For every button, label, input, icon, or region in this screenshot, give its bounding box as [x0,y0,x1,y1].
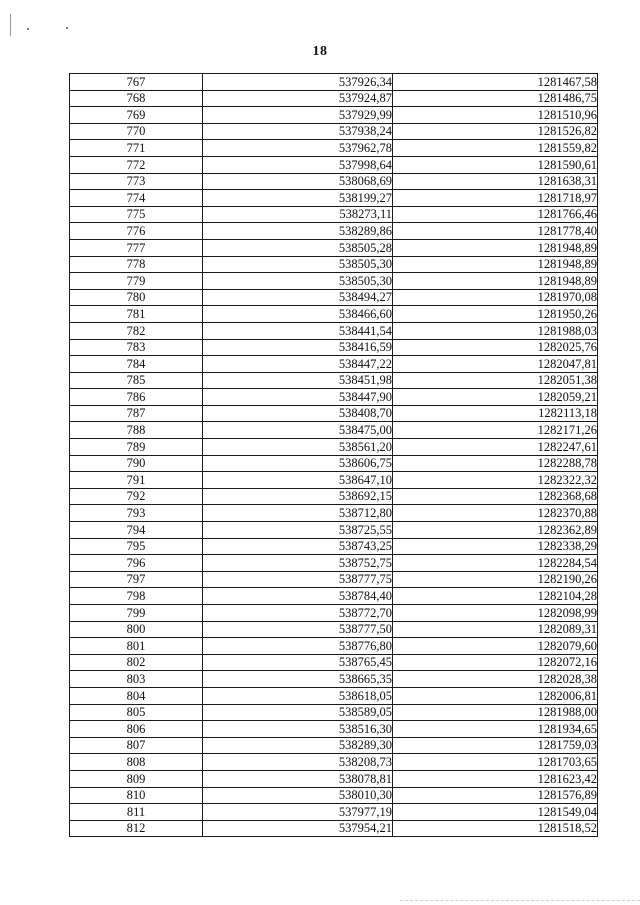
y-coordinate-cell: 1282079,60 [393,638,598,655]
y-coordinate-cell: 1282190,26 [393,571,598,588]
x-coordinate-cell: 538441,54 [203,322,393,339]
table-row [70,654,598,671]
table-row [70,505,598,522]
y-coordinate-cell: 1281576,89 [393,787,598,804]
scan-artifact-line [10,14,11,36]
x-coordinate-cell: 537954,21 [203,820,393,837]
table-row [70,538,598,555]
scan-artifact-dot [27,28,29,30]
x-coordinate-cell: 538772,70 [203,605,393,622]
point-number-cell: 799 [70,605,203,622]
point-number-cell: 789 [70,439,203,456]
point-number-cell: 786 [70,389,203,406]
table-row [70,621,598,638]
point-number-cell: 780 [70,289,203,306]
table-row [70,405,598,422]
x-coordinate-cell: 538447,22 [203,356,393,373]
table-row [70,256,598,273]
table-row [70,140,598,157]
y-coordinate-cell: 1282089,31 [393,621,598,638]
table-row [70,206,598,223]
y-coordinate-cell: 1281467,58 [393,74,598,91]
point-number-cell: 801 [70,638,203,655]
table-row [70,372,598,389]
x-coordinate-cell: 538777,50 [203,621,393,638]
point-number-cell: 769 [70,107,203,124]
y-coordinate-cell: 1281623,42 [393,770,598,787]
table-row [70,737,598,754]
table-row [70,488,598,505]
y-coordinate-cell: 1281638,31 [393,173,598,190]
table-row [70,588,598,605]
table-row [70,289,598,306]
x-coordinate-cell: 538606,75 [203,455,393,472]
x-coordinate-cell: 538776,80 [203,638,393,655]
table-row [70,239,598,256]
point-number-cell: 793 [70,505,203,522]
y-coordinate-cell: 1282006,81 [393,687,598,704]
y-coordinate-cell: 1282368,68 [393,488,598,505]
y-coordinate-cell: 1282322,32 [393,472,598,489]
scan-artifact-dot [66,27,68,29]
table-row [70,472,598,489]
table-row [70,223,598,240]
table-row [70,306,598,323]
table-row [70,571,598,588]
x-coordinate-cell: 538725,55 [203,522,393,539]
x-coordinate-cell: 537938,24 [203,123,393,140]
x-coordinate-cell: 538208,73 [203,754,393,771]
x-coordinate-cell: 537924,87 [203,90,393,107]
point-number-cell: 787 [70,405,203,422]
point-number-cell: 796 [70,555,203,572]
y-coordinate-cell: 1282284,54 [393,555,598,572]
y-coordinate-cell: 1281766,46 [393,206,598,223]
scan-artifact-dash [400,900,640,901]
y-coordinate-cell: 1282028,38 [393,671,598,688]
point-number-cell: 784 [70,356,203,373]
table-row [70,173,598,190]
y-coordinate-cell: 1281948,89 [393,256,598,273]
table-row [70,439,598,456]
y-coordinate-cell: 1282113,18 [393,405,598,422]
point-number-cell: 802 [70,654,203,671]
x-coordinate-cell: 537929,99 [203,107,393,124]
table-row [70,74,598,91]
x-coordinate-cell: 538743,25 [203,538,393,555]
page-number: 18 [312,44,328,59]
x-coordinate-cell: 538665,35 [203,671,393,688]
table-row [70,721,598,738]
point-number-cell: 798 [70,588,203,605]
x-coordinate-cell: 538505,30 [203,256,393,273]
point-number-cell: 767 [70,74,203,91]
point-number-cell: 777 [70,239,203,256]
table-row [70,190,598,207]
point-number-cell: 770 [70,123,203,140]
x-coordinate-cell: 538078,81 [203,770,393,787]
x-coordinate-cell: 538712,80 [203,505,393,522]
coordinates-table [69,73,598,837]
x-coordinate-cell: 538199,27 [203,190,393,207]
x-coordinate-cell: 538451,98 [203,372,393,389]
point-number-cell: 804 [70,687,203,704]
point-number-cell: 783 [70,339,203,356]
y-coordinate-cell: 1281486,75 [393,90,598,107]
y-coordinate-cell: 1281703,65 [393,754,598,771]
x-coordinate-cell: 538505,30 [203,273,393,290]
x-coordinate-cell: 538784,40 [203,588,393,605]
point-number-cell: 809 [70,770,203,787]
x-coordinate-cell: 538505,28 [203,239,393,256]
x-coordinate-cell: 537998,64 [203,156,393,173]
x-coordinate-cell: 537962,78 [203,140,393,157]
table-row [70,273,598,290]
table-row [70,123,598,140]
x-coordinate-cell: 538516,30 [203,721,393,738]
y-coordinate-cell: 1282047,81 [393,356,598,373]
point-number-cell: 771 [70,140,203,157]
x-coordinate-cell: 537977,19 [203,804,393,821]
table-row [70,389,598,406]
point-number-cell: 782 [70,322,203,339]
y-coordinate-cell: 1281590,61 [393,156,598,173]
y-coordinate-cell: 1281559,82 [393,140,598,157]
table-row [70,820,598,837]
y-coordinate-cell: 1282288,78 [393,455,598,472]
x-coordinate-cell: 538777,75 [203,571,393,588]
point-number-cell: 791 [70,472,203,489]
point-number-cell: 773 [70,173,203,190]
table-row [70,638,598,655]
table-row [70,339,598,356]
table-row [70,704,598,721]
x-coordinate-cell: 538010,30 [203,787,393,804]
point-number-cell: 779 [70,273,203,290]
point-number-cell: 797 [70,571,203,588]
point-number-cell: 790 [70,455,203,472]
point-number-cell: 812 [70,820,203,837]
y-coordinate-cell: 1281970,08 [393,289,598,306]
x-coordinate-cell: 538289,86 [203,223,393,240]
point-number-cell: 810 [70,787,203,804]
y-coordinate-cell: 1281510,96 [393,107,598,124]
point-number-cell: 803 [70,671,203,688]
y-coordinate-cell: 1281988,03 [393,322,598,339]
point-number-cell: 772 [70,156,203,173]
y-coordinate-cell: 1282171,26 [393,422,598,439]
coordinates-table-body [70,74,598,837]
point-number-cell: 811 [70,804,203,821]
point-number-cell: 808 [70,754,203,771]
table-row [70,555,598,572]
y-coordinate-cell: 1281948,89 [393,239,598,256]
x-coordinate-cell: 538289,30 [203,737,393,754]
y-coordinate-cell: 1281718,97 [393,190,598,207]
point-number-cell: 800 [70,621,203,638]
y-coordinate-cell: 1282370,88 [393,505,598,522]
x-coordinate-cell: 538618,05 [203,687,393,704]
point-number-cell: 805 [70,704,203,721]
point-number-cell: 781 [70,306,203,323]
y-coordinate-cell: 1282059,21 [393,389,598,406]
y-coordinate-cell: 1281518,52 [393,820,598,837]
table-row [70,687,598,704]
point-number-cell: 776 [70,223,203,240]
table-row [70,754,598,771]
point-number-cell: 795 [70,538,203,555]
x-coordinate-cell: 538494,27 [203,289,393,306]
y-coordinate-cell: 1281948,89 [393,273,598,290]
x-coordinate-cell: 538561,20 [203,439,393,456]
x-coordinate-cell: 538752,75 [203,555,393,572]
point-number-cell: 794 [70,522,203,539]
table-row [70,356,598,373]
point-number-cell: 788 [70,422,203,439]
x-coordinate-cell: 537926,34 [203,74,393,91]
y-coordinate-cell: 1281934,65 [393,721,598,738]
table-row [70,156,598,173]
x-coordinate-cell: 538765,45 [203,654,393,671]
x-coordinate-cell: 538647,10 [203,472,393,489]
table-row [70,671,598,688]
y-coordinate-cell: 1282247,61 [393,439,598,456]
x-coordinate-cell: 538475,00 [203,422,393,439]
x-coordinate-cell: 538589,05 [203,704,393,721]
y-coordinate-cell: 1282098,99 [393,605,598,622]
point-number-cell: 806 [70,721,203,738]
x-coordinate-cell: 538692,15 [203,488,393,505]
y-coordinate-cell: 1282051,38 [393,372,598,389]
table-row [70,422,598,439]
y-coordinate-cell: 1282362,89 [393,522,598,539]
y-coordinate-cell: 1282025,76 [393,339,598,356]
table-row [70,455,598,472]
x-coordinate-cell: 538068,69 [203,173,393,190]
table-row [70,605,598,622]
x-coordinate-cell: 538416,59 [203,339,393,356]
table-row [70,804,598,821]
y-coordinate-cell: 1281778,40 [393,223,598,240]
x-coordinate-cell: 538408,70 [203,405,393,422]
x-coordinate-cell: 538447,90 [203,389,393,406]
y-coordinate-cell: 1281759,03 [393,737,598,754]
y-coordinate-cell: 1281526,82 [393,123,598,140]
x-coordinate-cell: 538273,11 [203,206,393,223]
y-coordinate-cell: 1282104,28 [393,588,598,605]
table-row [70,770,598,787]
y-coordinate-cell: 1281950,26 [393,306,598,323]
table-row [70,787,598,804]
y-coordinate-cell: 1282338,29 [393,538,598,555]
point-number-cell: 775 [70,206,203,223]
table-row [70,322,598,339]
table-row [70,522,598,539]
y-coordinate-cell: 1281988,00 [393,704,598,721]
point-number-cell: 768 [70,90,203,107]
point-number-cell: 774 [70,190,203,207]
point-number-cell: 785 [70,372,203,389]
point-number-cell: 778 [70,256,203,273]
y-coordinate-cell: 1281549,04 [393,804,598,821]
x-coordinate-cell: 538466,60 [203,306,393,323]
table-row [70,107,598,124]
table-row [70,90,598,107]
point-number-cell: 792 [70,488,203,505]
y-coordinate-cell: 1282072,16 [393,654,598,671]
point-number-cell: 807 [70,737,203,754]
